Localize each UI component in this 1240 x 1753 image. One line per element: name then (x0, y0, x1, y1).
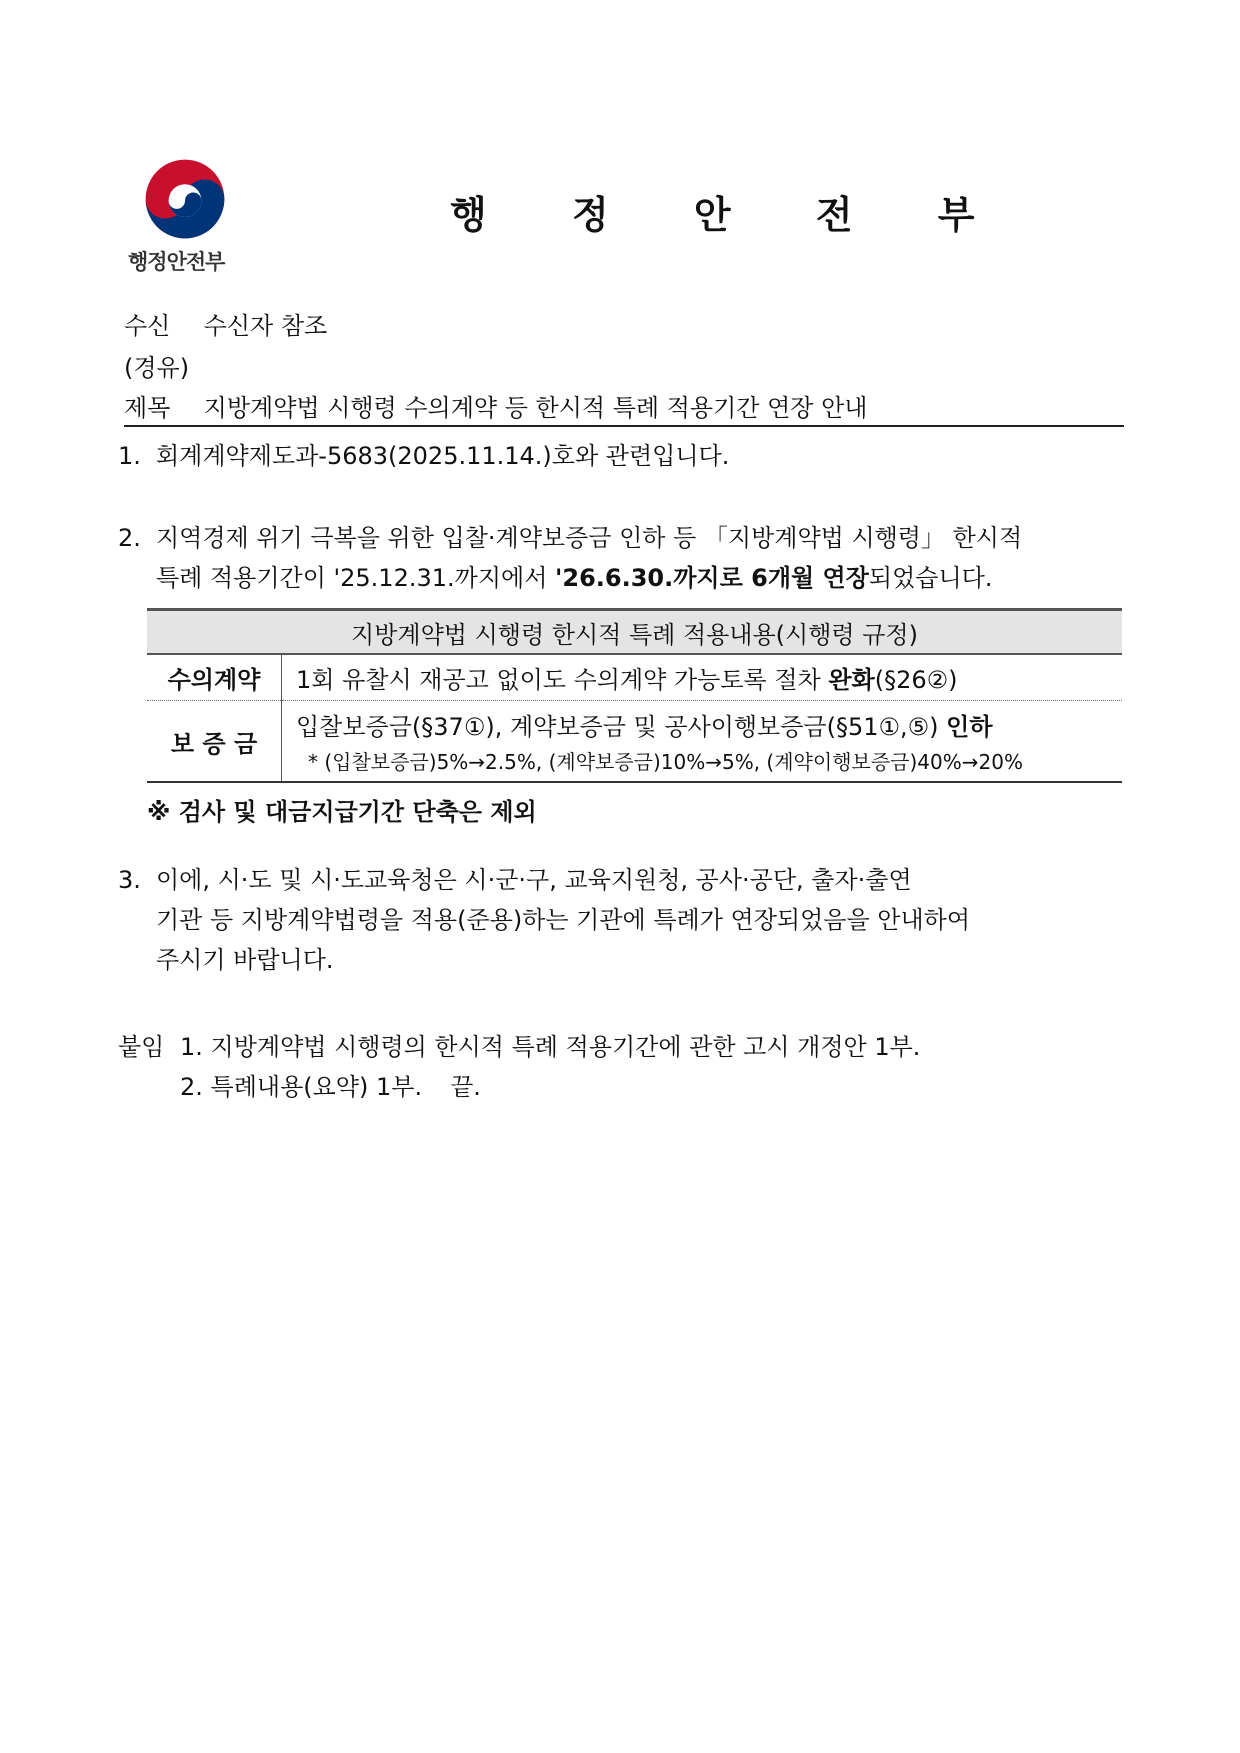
subject-row (124, 388, 867, 423)
row-1-emphasis: 완화 (828, 666, 875, 694)
attachment-2: 2. 특례내용(요약) 1부. (180, 1073, 423, 1101)
item-2-line-2-tail: 되었습니다. (868, 564, 993, 592)
subject-value: 지방계약법 시행령 수의계약 등 한시적 특례 적용기간 연장 안내 (203, 394, 868, 422)
ministry-logo (120, 158, 250, 278)
recipient-label: 수신 (124, 312, 171, 340)
item-3-line-2: 기관 등 지방계약법령을 적용(준용)하는 기관에 특례가 연장되었음을 안내하여 (156, 906, 971, 934)
item-2-emphasis: '26.6.30.까지로 6개월 연장 (555, 564, 869, 592)
row-2-emphasis: 인하 (946, 713, 993, 741)
item-2 (118, 518, 1022, 598)
header-divider (124, 425, 1124, 427)
row-content-deposit (282, 701, 1123, 783)
attachments (118, 1027, 920, 1107)
item-3-number: 3. (118, 866, 141, 894)
via-label: (경유) (124, 354, 190, 382)
row-1-tail: (§26②) (874, 666, 958, 694)
item-2-line-1: 지역경제 위기 극복을 위한 입찰·계약보증금 인하 등 「지방계약법 시행령」 한시적 (156, 524, 1023, 552)
row-2-note: * (입찰보증금)5%→2.5%, (계약보증금)10%→5%, (계약이행보증금)40%→20% (308, 750, 1023, 774)
row-1-text: 1회 유찰시 재공고 없이도 수의계약 가능토록 절차 (296, 666, 829, 694)
exception-table (147, 608, 1122, 783)
recipient-value: 수신자 참조 (203, 312, 328, 340)
item-1-text: 회계계약제도과-5683(2025.11.14.)호와 관련입니다. (156, 442, 730, 470)
row-content-private-contract (282, 654, 1123, 701)
logo-text: 행정안전부 (128, 250, 225, 274)
via-row (124, 348, 189, 383)
end-mark: 끝. (450, 1073, 481, 1101)
row-2-text: 입찰보증금(§37①), 계약보증금 및 공사이행보증금(§51①,⑤) (296, 713, 947, 741)
row-label-deposit: 보 증 금 (147, 701, 282, 783)
item-2-number: 2. (118, 524, 141, 552)
item-3-line-3: 주시기 바랍니다. (156, 946, 334, 974)
attachments-label: 붙임 (118, 1033, 165, 1061)
taegeuk-logo-icon (144, 158, 226, 240)
attachment-1: 1. 지방계약법 시행령의 한시적 특례 적용기간에 관한 고시 개정안 1부. (180, 1033, 921, 1061)
subject-label: 제목 (124, 394, 171, 422)
org-title: 행 정 안 전 부 (450, 193, 1011, 237)
item-2-line-2: 특례 적용기간이 '25.12.31.까지에서 (156, 564, 556, 592)
table-row (147, 701, 1122, 783)
table-row (147, 654, 1122, 701)
exclusion-note: ※ 검사 및 대금지급기간 단축은 제외 (147, 798, 537, 826)
item-1 (118, 436, 729, 476)
table-header: 지방계약법 시행령 한시적 특례 적용내용(시행령 규정) (147, 610, 1122, 655)
item-3-line-1: 이에, 시·도 및 시·도교육청은 시·군·구, 교육지원청, 공사·공단, 출자·출연 (156, 866, 912, 894)
row-label-private-contract: 수의계약 (147, 654, 282, 701)
item-1-number: 1. (118, 442, 141, 470)
recipient-row (124, 306, 327, 341)
item-3 (118, 860, 970, 980)
